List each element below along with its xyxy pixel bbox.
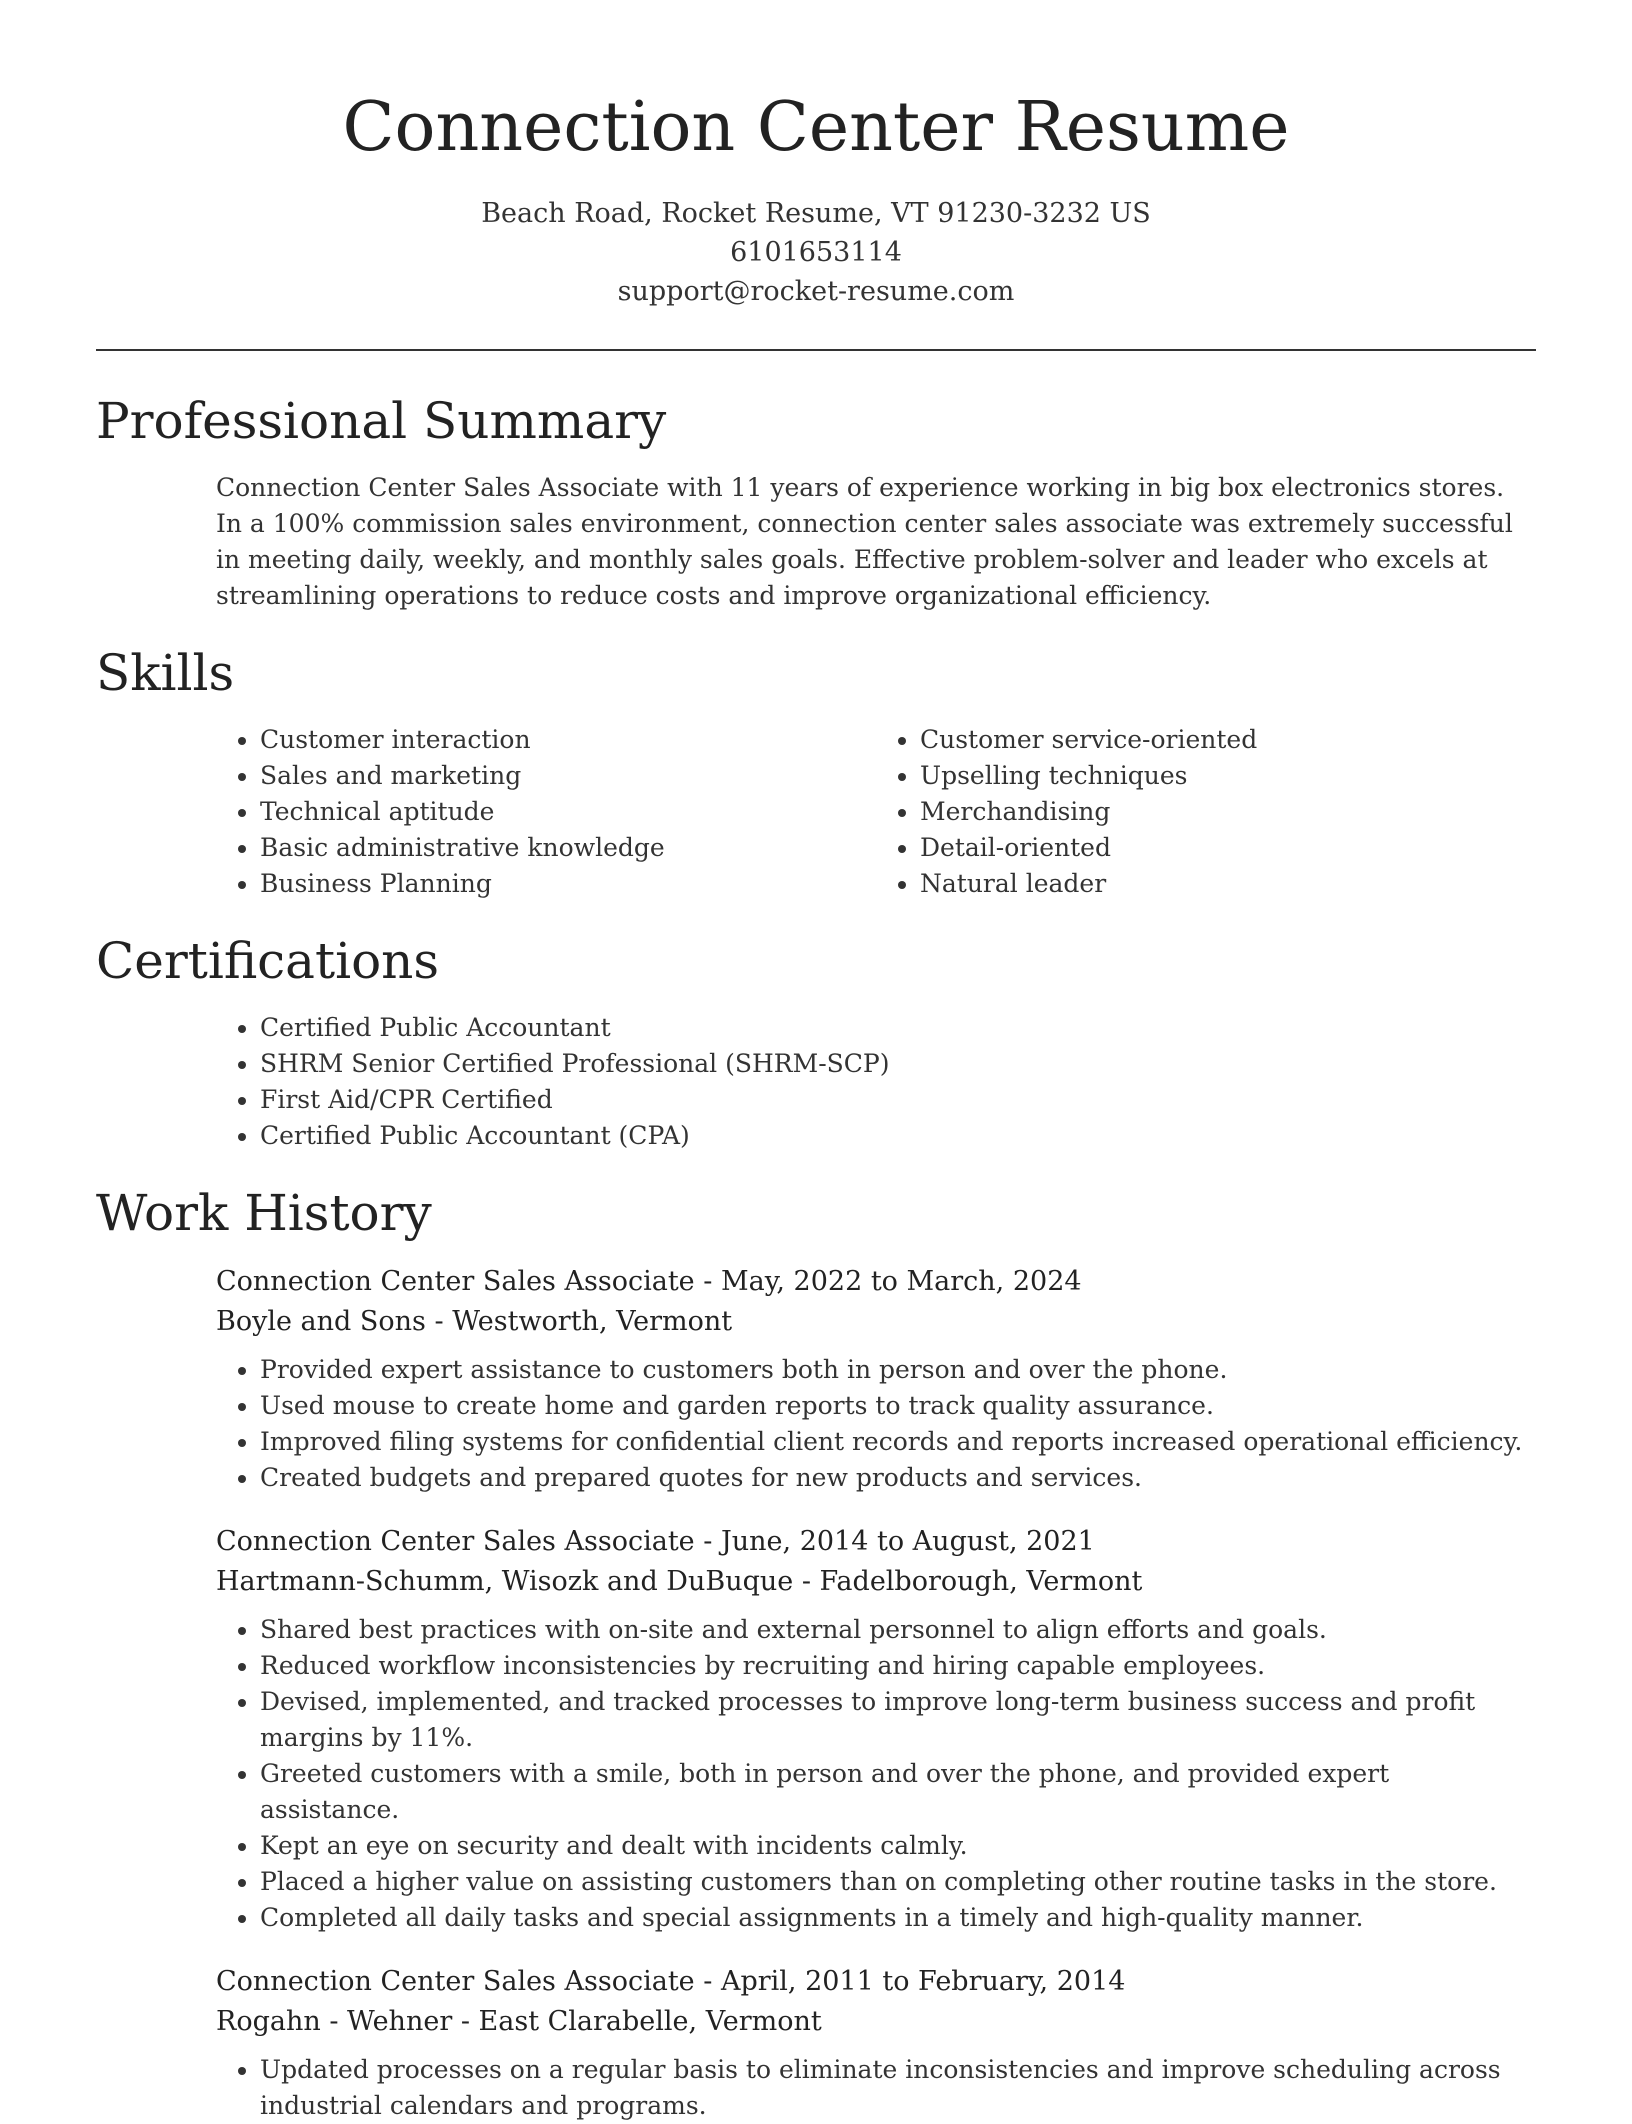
list-item: • Natural leader — [920, 866, 1536, 902]
summary-heading: Professional Summary — [96, 392, 667, 450]
resume-page — [96, 0, 1536, 2124]
list-item: • Devised, implemented, and tracked processes to improve long-term business success and profit margins by 11%. — [260, 1684, 1536, 1756]
job-bullets — [216, 2052, 1536, 2124]
list-item: • Greeted customers with a smile, both in person and over the phone, and provided expert assistance. — [260, 1756, 1536, 1828]
job-location: Fadelborough, Vermont — [819, 1566, 1143, 1597]
skills-heading: Skills — [96, 644, 235, 702]
job-company: Rogahn - Wehner — [216, 2006, 453, 2037]
address: Beach Road, Rocket Resume, VT 91230-3232 US — [481, 198, 1151, 229]
job-entry — [216, 1522, 1536, 1936]
list-item: • Provided expert assistance to customers both in person and over the phone. — [260, 1352, 1536, 1388]
list-item: • First Aid/CPR Certified — [260, 1082, 1536, 1118]
work-section — [96, 1183, 1536, 2124]
resume-header — [96, 88, 1536, 311]
skills-list-right — [876, 722, 1536, 902]
list-item: • Used mouse to create home and garden reports to track quality assurance. — [260, 1388, 1536, 1424]
job-title-line: Connection Center Sales Associate - May, 2022 to March, 2024 — [216, 1266, 1082, 1297]
list-item: • Sales and marketing — [260, 758, 876, 794]
list-item: • Certified Public Accountant — [260, 1010, 1536, 1046]
list-item: • Detail-oriented — [920, 830, 1536, 866]
header-divider — [96, 349, 1536, 351]
list-item: • Upselling techniques — [920, 758, 1536, 794]
email[interactable]: support@rocket-resume.com — [617, 276, 1015, 307]
list-item: • Certified Public Accountant (CPA) — [260, 1118, 1536, 1154]
job-title: Connection Center Sales Associate — [216, 1526, 695, 1557]
job-company-line: Boyle and Sons - Westworth, Vermont — [216, 1306, 733, 1337]
job-company: Hartmann-Schumm, Wisozk and DuBuque — [216, 1566, 794, 1597]
list-item: • Technical aptitude — [260, 794, 876, 830]
job-company: Boyle and Sons — [216, 1306, 426, 1337]
list-item: • Customer service-oriented — [920, 722, 1536, 758]
work-heading: Work History — [96, 1184, 432, 1242]
list-item: • Completed all daily tasks and special assignments in a timely and high-quality manner. — [260, 1900, 1536, 1936]
job-bullets — [216, 1612, 1536, 1936]
job-company-line: Hartmann-Schumm, Wisozk and DuBuque - Fadelborough, Vermont — [216, 1566, 1143, 1597]
summary-text: Connection Center Sales Associate with 11 years of experience working in big box electronics stores. In a 100% commission sales environment, connection center sales associate was extremely successful in meeting daily, weekly, and monthly sales goals. Effective problem-solver and leader who excels at streamlining operations to reduce costs and improve organizational efficiency. — [216, 473, 1513, 610]
job-title: Connection Center Sales Associate — [216, 1966, 695, 1997]
job-company-line: Rogahn - Wehner - East Clarabelle, Vermont — [216, 2006, 822, 2037]
list-item: • Merchandising — [920, 794, 1536, 830]
job-dates: April, 2011 to February, 2014 — [720, 1966, 1126, 1997]
job-dates: May, 2022 to March, 2024 — [720, 1266, 1082, 1297]
job-bullets — [216, 1352, 1536, 1496]
job-location: Westworth, Vermont — [452, 1306, 733, 1337]
job-entry — [216, 1262, 1536, 1496]
list-item: • SHRM Senior Certified Professional (SHRM-SCP) — [260, 1046, 1536, 1082]
list-item: • Customer interaction — [260, 722, 876, 758]
list-item: • Basic administrative knowledge — [260, 830, 876, 866]
list-item: • Kept an eye on security and dealt with incidents calmly. — [260, 1828, 1536, 1864]
skills-list-left — [216, 722, 876, 902]
job-title-line: Connection Center Sales Associate - June, 2014 to August, 2021 — [216, 1526, 1095, 1557]
list-item: • Created budgets and prepared quotes for new products and services. — [260, 1460, 1536, 1496]
certifications-list — [216, 1010, 1536, 1154]
list-item: • Improved filing systems for confidential client records and reports increased operational efficiency. — [260, 1424, 1536, 1460]
contact-block — [96, 194, 1536, 311]
job-dates: June, 2014 to August, 2021 — [720, 1526, 1095, 1557]
skills-grid — [216, 722, 1536, 902]
list-item: • Updated processes on a regular basis to eliminate inconsistencies and improve scheduling across industrial calendars and programs. — [260, 2052, 1536, 2124]
job-title: Connection Center Sales Associate — [216, 1266, 695, 1297]
job-title-line: Connection Center Sales Associate - April, 2011 to February, 2014 — [216, 1966, 1126, 1997]
list-item: • Shared best practices with on-site and external personnel to align efforts and goals. — [260, 1612, 1536, 1648]
list-item: • Placed a higher value on assisting customers than on completing other routine tasks in the store. — [260, 1864, 1536, 1900]
summary-section — [96, 391, 1536, 614]
phone: 6101653114 — [730, 237, 902, 268]
certifications-section — [96, 931, 1536, 1154]
resume-name: Connection Center Resume — [342, 88, 1290, 167]
job-location: East Clarabelle, Vermont — [478, 2006, 822, 2037]
skills-section — [96, 643, 1536, 902]
list-item: • Business Planning — [260, 866, 876, 902]
job-entry — [216, 1962, 1536, 2124]
certifications-heading: Certifications — [96, 932, 440, 990]
list-item: • Reduced workflow inconsistencies by recruiting and hiring capable employees. — [260, 1648, 1536, 1684]
